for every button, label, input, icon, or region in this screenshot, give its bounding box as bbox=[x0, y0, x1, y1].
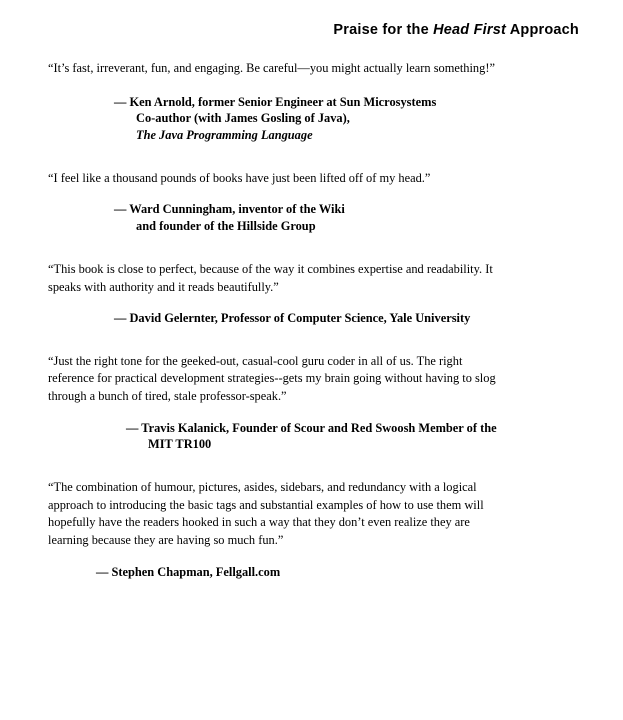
attribution-line: MIT TR100 bbox=[148, 437, 212, 452]
quote-text: “The combination of humour, pictures, asides, sidebars, and redundancy with a logical approach to introducing the basic tags and substantial examples of how to use them will hopefully have the readers hooked in such a way that they don’t even realize they are learning because they are having so much fun.” bbox=[48, 480, 484, 547]
quote-text: “Just the right tone for the geeked-out, casual-cool guru coder in all of us. The right reference for practical development strategies--gets my brain going without having to slog through a bunch of tired, stale professor-speak.” bbox=[48, 353, 496, 404]
attribution-line: — Ken Arnold, former Senior Engineer at Sun Microsystems bbox=[114, 94, 437, 109]
quote-attribution bbox=[48, 201, 583, 234]
spacer bbox=[48, 412, 583, 420]
attribution-line: — Stephen Chapman, Fellgall.com bbox=[96, 564, 281, 579]
quote-block bbox=[48, 60, 583, 144]
quote-attribution bbox=[48, 310, 583, 327]
attribution-line: — Ward Cunningham, inventor of the Wiki bbox=[114, 202, 345, 217]
quote-text: “I feel like a thousand pounds of books have just been lifted off of my head.” bbox=[48, 170, 431, 185]
attribution-line: — Travis Kalanick, Founder of Scour and Red Swoosh Member of the bbox=[126, 420, 497, 435]
quote-block bbox=[48, 479, 583, 580]
page-title-suffix: Approach bbox=[506, 22, 579, 38]
quote-attribution bbox=[48, 420, 583, 453]
quote-text: “This book is close to perfect, because of the way it combines expertise and readability. It speaks with authority and it reads beautifully.” bbox=[48, 261, 493, 294]
quote-block bbox=[48, 353, 583, 453]
page-title-book-name: Head First bbox=[433, 22, 507, 38]
spacer bbox=[48, 302, 583, 310]
spacer bbox=[48, 84, 583, 94]
quote-attribution bbox=[48, 564, 583, 581]
attribution-line-italic: The Java Programming Language bbox=[136, 128, 313, 143]
quote-text: “It’s fast, irreverant, fun, and engaging. Be careful—you might actually learn something!” bbox=[48, 61, 495, 75]
quote-attribution bbox=[48, 94, 583, 144]
attribution-line: Co-author (with James Gosling of Java), bbox=[136, 111, 350, 126]
quote-block bbox=[48, 170, 583, 235]
quote-block bbox=[48, 261, 583, 327]
page-title-prefix: Praise for the bbox=[333, 22, 434, 38]
attribution-line: and founder of the Hillside Group bbox=[136, 219, 316, 234]
spacer bbox=[48, 193, 583, 201]
page-title bbox=[48, 22, 583, 38]
attribution-line: — David Gelernter, Professor of Computer Science, Yale University bbox=[114, 311, 471, 326]
spacer bbox=[48, 556, 583, 564]
